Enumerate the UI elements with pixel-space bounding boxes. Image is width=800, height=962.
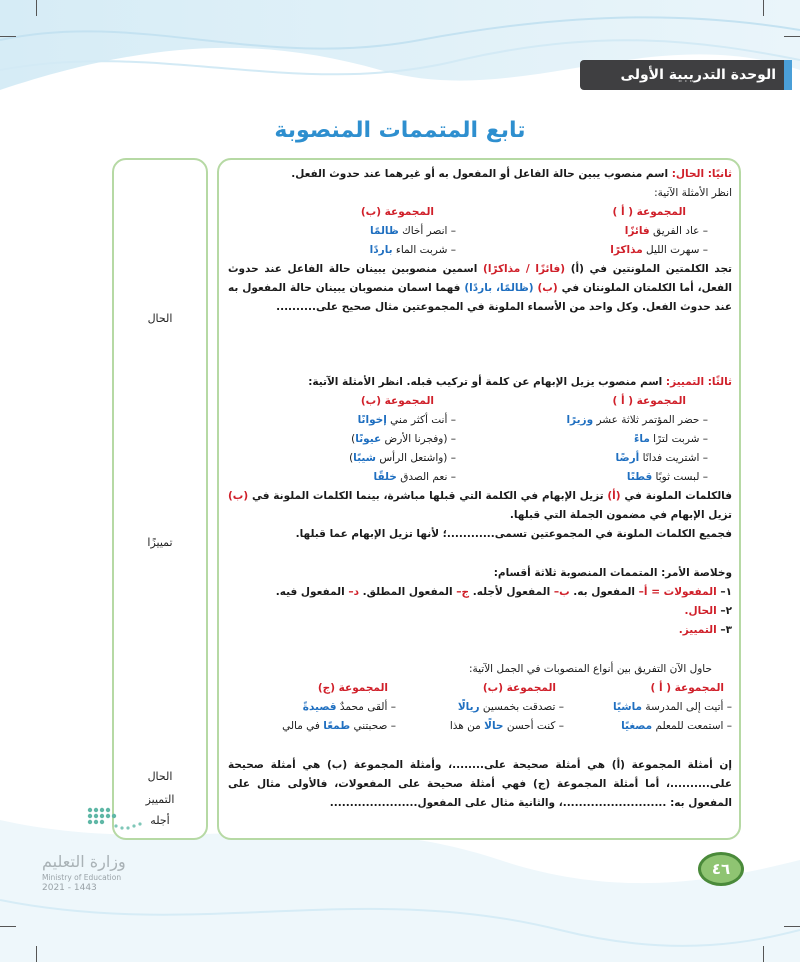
side-label-tamyeez: تمييزًا	[147, 536, 173, 549]
tamyeez-group-b	[228, 392, 480, 487]
hal-example-b1: – انصر أخاك ظالمًا	[369, 225, 456, 237]
unit-title: الوحدة التدريبية الأولى	[620, 67, 776, 83]
hal-look: انظر الأمثلة الآتية:	[654, 187, 732, 199]
tamyeez-conclusion: فجميع الكلمات الملونة في المجموعتين تسمى............؛ لأنها تزيل الإبهام عما قبلها.	[295, 528, 732, 540]
tamyeez-example-b1: – أنت أكثر مني إخوانًا	[357, 414, 456, 426]
tamyeez-explanation: فالكلمات الملونة في (أ) تزيل الإبهام في الكلمة التي قبلها مباشرة، بينما الكلمات الملونة في (ب) تزيل الإبهام في مضمون الجملة التي قبلها.	[228, 490, 732, 521]
tamyeez-group-b-title: المجموعة (ب)	[360, 395, 434, 407]
tamyeez-group-a-title: المجموعة ( أ )	[612, 395, 686, 407]
crop-mark	[784, 926, 800, 927]
ministry-name-ar: وزارة التعليم	[42, 852, 126, 871]
summary-line-3: ٣– التمييز.	[678, 624, 732, 636]
hal-explanation: تجد الكلمتين الملونتين في (أ) (فائزًا / مذاكرًا) اسمين منصوبين يبينان حالة الفاعل عند حدوث الفعل، أما الكلمتان الملونتان في (ب) (ظالمًا، باردًا) فهما اسمان منصوبان يبينان حالة المفعول به عند حدوث الفعل. وكل واحد من الأسماء الملونة في المجموعتين مثال صحيح على..........	[228, 263, 733, 313]
hal-example-a2: – سهرت الليل مذاكرًا	[610, 244, 708, 256]
ministry-name-en: Ministry of Education	[42, 873, 122, 882]
banner-tab	[784, 60, 792, 90]
exercise-intro: حاول الآن التفريق بين أنواع المنصوبات في الجمل الآتية:	[468, 663, 712, 675]
edition-year: 2021 - 1443	[42, 883, 97, 893]
exercise-example-a1: – أتيت إلى المدرسة ماشيًا	[613, 701, 732, 713]
tamyeez-example-a3: – اشتريت فدانًا أرضًا	[615, 452, 708, 464]
exercise-example-b2: – كنت أحسن حالًا من هذا	[449, 720, 564, 732]
hal-heading: ثانيًا: الحال:	[671, 168, 732, 180]
unit-banner	[580, 60, 792, 90]
summary-line-2: ٢– الحال.	[684, 605, 732, 617]
ministry-branding	[42, 852, 152, 893]
exercise-group-b-title: المجموعة (ب)	[482, 682, 556, 694]
hal-group-a	[480, 203, 732, 260]
exercise-example-b1: – تصدقت بخمسين ريالًا	[457, 701, 564, 713]
side-label-bottom-1: الحال	[147, 770, 173, 783]
exercise-group-a-title: المجموعة ( أ )	[650, 682, 724, 694]
page-number-badge	[690, 850, 754, 890]
tamyeez-example-b2: – (وفجرنا الأرض عيونًا)	[351, 433, 456, 445]
crop-mark	[784, 36, 800, 37]
exercise-example-c2: – صحبتني طمعًا في مالي	[282, 720, 396, 732]
hal-definition: ثانيًا: الحال: اسم منصوب يبين حالة الفاعل أو المفعول به أو غيرهما عند حدوث الفعل.	[291, 168, 732, 180]
hal-groups	[228, 203, 732, 260]
exercise-example-c1: – ألقى محمدٌ قصيدةً	[302, 701, 396, 713]
tamyeez-group-a	[480, 392, 732, 487]
hal-example-b2: – شربت الماء باردًا	[369, 244, 456, 256]
side-panel	[112, 158, 208, 840]
tamyeez-example-b4: – نعم الصدق خلقًا	[373, 471, 456, 483]
exercise-final: إن أمثلة المجموعة (أ) هي أمثلة صحيحة على........، وأمثلة المجموعة (ب) هي أمثلة صحيحة على..........، أما أمثلة المجموعة (ج) فهي أمثلة صحيحة على المفعولات، فالأولى مثال على المفعول به: ..........................، والثانية مثال على المفعول......................	[228, 759, 732, 809]
page-title: تابع المتممات المنصوبة	[274, 118, 526, 143]
tamyeez-heading: ثالثًا: التمييز:	[665, 376, 732, 388]
crop-mark	[0, 926, 16, 927]
crop-mark	[36, 0, 37, 16]
crop-mark	[763, 0, 764, 16]
side-label-hal: الحال	[147, 312, 173, 325]
summary-line-1: ١– المفعولات = أ– المفعول به. ب– المفعول لأجله. ج– المفعول المطلق. د– المفعول فيه.	[275, 586, 732, 598]
exercise-group-c-title: المجموعة (ج)	[317, 682, 388, 694]
tamyeez-example-b3: – (واشتعل الرأس شيبًا)	[349, 452, 456, 464]
tamyeez-example-a1: – حضر المؤتمر ثلاثة عشر وزيرًا	[566, 414, 708, 426]
side-label-bottom-2: التمييز	[145, 793, 175, 806]
tamyeez-example-a4: – لبست ثوبًا قطنًا	[626, 471, 708, 483]
crop-mark	[763, 946, 764, 962]
exercise-group-b	[396, 679, 564, 736]
summary-intro: وخلاصة الأمر: المتممات المنصوبة ثلاثة أقسام:	[493, 567, 732, 579]
hal-group-a-title: المجموعة ( أ )	[612, 206, 686, 218]
tamyeez-example-a2: – شربت لترًا ماءً	[634, 433, 708, 445]
crop-mark	[0, 36, 16, 37]
tamyeez-groups	[228, 392, 732, 487]
crop-mark	[36, 946, 37, 962]
exercise-group-a	[564, 679, 732, 736]
exercise-example-a2: – استمعت للمعلم مصغيًا	[621, 720, 732, 732]
exercise-groups	[228, 679, 732, 736]
hal-example-a1: – عاد الفريق فائزًا	[624, 225, 708, 237]
tamyeez-definition: ثالثًا: التمييز: اسم منصوب يزيل الإبهام عن كلمة أو تركيب قبله. انظر الأمثلة الآتية:	[308, 376, 732, 388]
main-content	[228, 165, 732, 813]
side-label-bottom-3: أجله	[150, 814, 170, 827]
page-number: ٤٦	[698, 852, 744, 886]
hal-group-b-title: المجموعة (ب)	[360, 206, 434, 218]
exercise-group-c	[228, 679, 396, 736]
hal-group-b	[228, 203, 480, 260]
